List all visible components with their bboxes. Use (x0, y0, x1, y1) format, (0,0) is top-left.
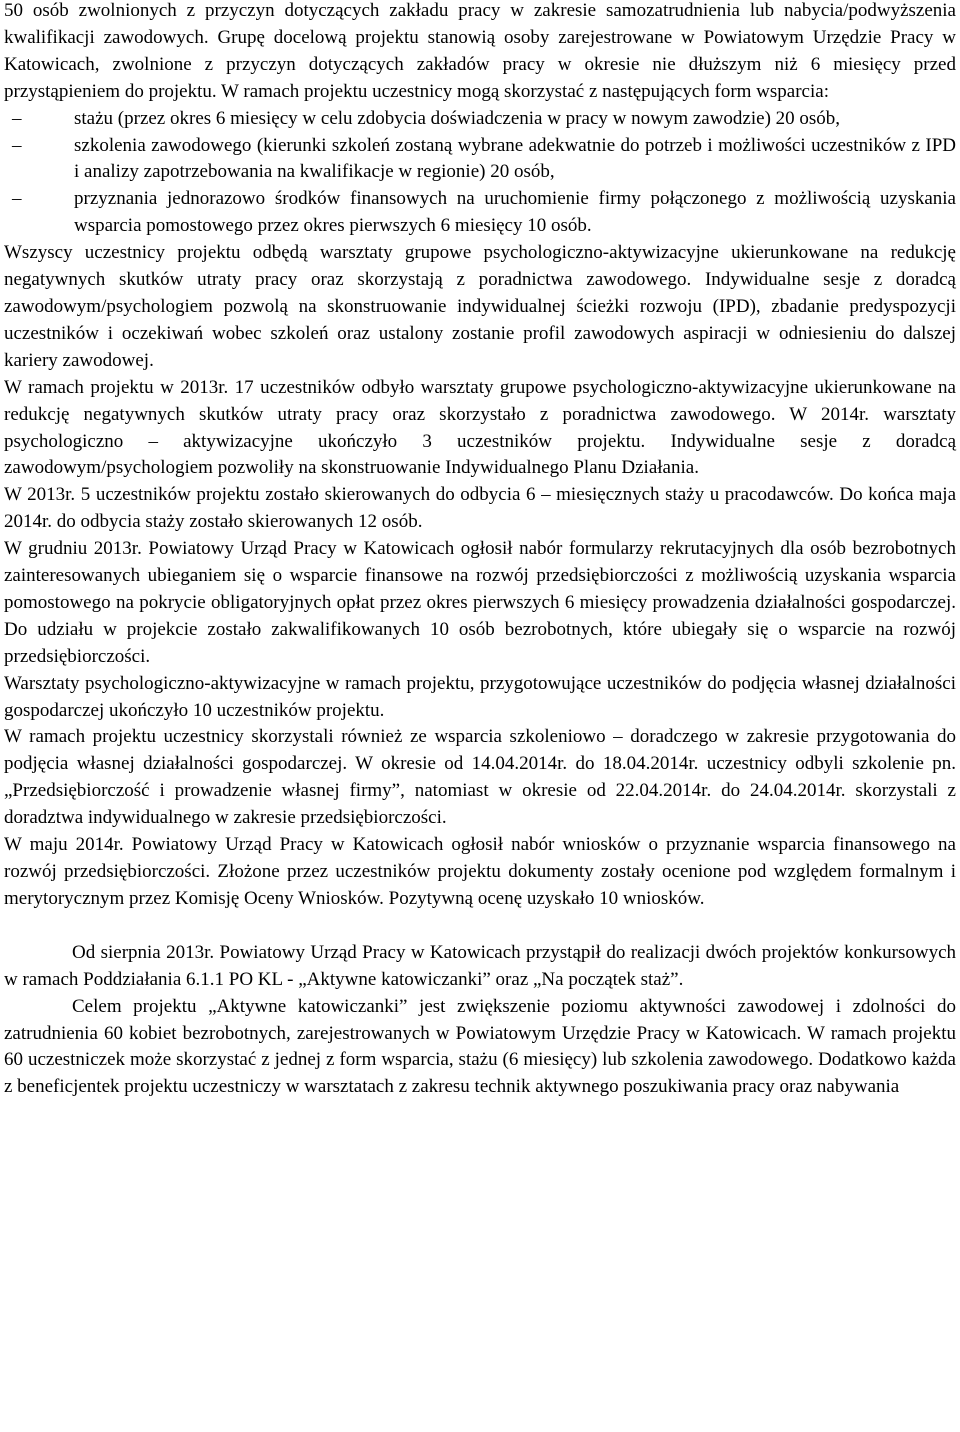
paragraph-2013-workshops: W ramach projektu w 2013r. 17 uczestników odbyło warsztaty grupowe psychologiczno-aktywizacyjne ukierunkowane na redukcję negatywnych skutków utraty pracy oraz skorzystało z poradnictwa zawodowego. W 2014r. warsztaty psychologiczno – aktywizacyjne ukończyło 3 uczestników projektu. Indywidualne sesje z doradcą zawodowym/psychologiem pozwoliły na skonstruowanie Indywidualnego Planu Działania. (4, 376, 956, 479)
support-forms-list (4, 106, 956, 241)
paragraph-internships: W 2013r. 5 uczestników projektu zostało skierowanych do odbycia 6 – miesięcznych staży u pracodawców. Do końca maja 2014r. do odbycia staży zostało skierowanych 12 osób. (4, 484, 956, 533)
paragraph-intro: 50 osób zwolnionych z przyczyn dotyczących zakładu pracy w zakresie samozatrudnienia lub nabycia/podwyższenia kwalifikacji zawodowych. Grupę docelową projektu stanowią osoby zarejestrowane w Powiatowym Urzędzie Pracy w Katowicach, zwolnione z przyczyn dotyczących zakładów pracy w okresie nie dłuższym niż 6 miesięcy przed przystąpieniem do projektu. W ramach projektu uczestnicy mogą skorzystać z następujących form wsparcia: (4, 0, 956, 102)
paragraph-december-2013: W grudniu 2013r. Powiatowy Urząd Pracy w Katowicach ogłosił nabór formularzy rekrutacyjnych dla osób bezrobotnych zainteresowanych ubieganiem się o wsparcie finansowe na rozwój przedsiębiorczości z możliwością uzyskania wsparcia pomostowego na pokrycie obligatoryjnych opłat przez okres pierwszych 6 miesięcy prowadzenia działalności gospodarczej. Do udziału w projekcie zostało zakwalifikowanych 10 osób bezrobotnych, które ubiegały się o wsparcie na rozwój przedsiębiorczości. (4, 538, 956, 667)
document-page (4, 0, 956, 1101)
list-item: – szkolenia zawodowego (kierunki szkoleń zostaną wybrane adekwatnie do potrzeb i możliwości uczestników z IPD i analizy zapotrzebowania na kwalifikacje w regionie) 20 osób, (74, 133, 956, 187)
paragraph-workshops: Wszyscy uczestnicy projektu odbędą warsztaty grupowe psychologiczno-aktywizacyjne ukierunkowane na redukcję negatywnych skutków utraty pracy oraz skorzystają z poradnictwa zawodowego. Indywidualne sesje z doradcą zawodowym/psychologiem pozwolą na skonstruowanie indywidualnej ścieżki rozwoju (IPD), zbadanie predyspozycji uczestników i oczekiwań wobec szkoleń oraz ustalony zostanie profil zawodowych aspiracji w odniesieniu do dalszej kariery zawodowej. (4, 242, 956, 371)
paragraph-training-consulting: W ramach projektu uczestnicy skorzystali również ze wsparcia szkoleniowo – doradczego w zakresie przygotowania do podjęcia własnej działalności gospodarczej. W okresie od 14.04.2014r. do 18.04.2014r. uczestnicy odbyli szkolenie pn. „Przedsiębiorczość i prowadzenie własnej firmy”, natomiast w okresie od 22.04.2014r. do 24.04.2014r. skorzystali z doradztwa indywidualnego w zakresie przedsiębiorczości. (4, 726, 956, 829)
list-item: – stażu (przez okres 6 miesięcy w celu zdobycia doświadczenia w pracy w nowym zawodzie) 20 osób, (74, 106, 956, 133)
paragraph-business-workshops: Warsztaty psychologiczno-aktywizacyjne w ramach projektu, przygotowujące uczestników do podjęcia własnej działalności gospodarczej ukończyło 10 uczestników projektu. (4, 672, 956, 721)
paragraph-august-2013: Od sierpnia 2013r. Powiatowy Urząd Pracy w Katowicach przystąpił do realizacji dwóch projektów konkursowych w ramach Poddziałania 6.1.1 PO KL - „Aktywne katowiczanki” oraz „Na początek staż”. (4, 941, 956, 990)
list-item: – przyznania jednorazowo środków finansowych na uruchomienie firmy połączonego z możliwością uzyskania wsparcia pomostowego przez okres pierwszych 6 miesięcy 10 osób. (74, 186, 956, 240)
paragraph-may-2014: W maju 2014r. Powiatowy Urząd Pracy w Katowicach ogłosił nabór wniosków o przyznanie wsparcia finansowego na rozwój przedsiębiorczości. Złożone przez uczestników projektu dokumenty zostały ocenione pod względem formalnym i merytorycznym przez Komisję Oceny Wniosków. Pozytywną ocenę uzyskało 10 wniosków. (4, 834, 956, 909)
paragraph-project-goal: Celem projektu „Aktywne katowiczanki” jest zwiększenie poziomu aktywności zawodowej i zdolności do zatrudnienia 60 kobiet bezrobotnych, zarejestrowanych w Powiatowym Urzędzie Pracy w Katowicach. W ramach projektu 60 uczestniczek może skorzystać z jednej z form wsparcia, stażu (6 miesięcy) lub szkolenia zawodowego. Dodatkowo każda z beneficjentek projektu uczestniczy w warsztatach z zakresu technik aktywnego poszukiwania pracy oraz nabywania (4, 995, 956, 1098)
